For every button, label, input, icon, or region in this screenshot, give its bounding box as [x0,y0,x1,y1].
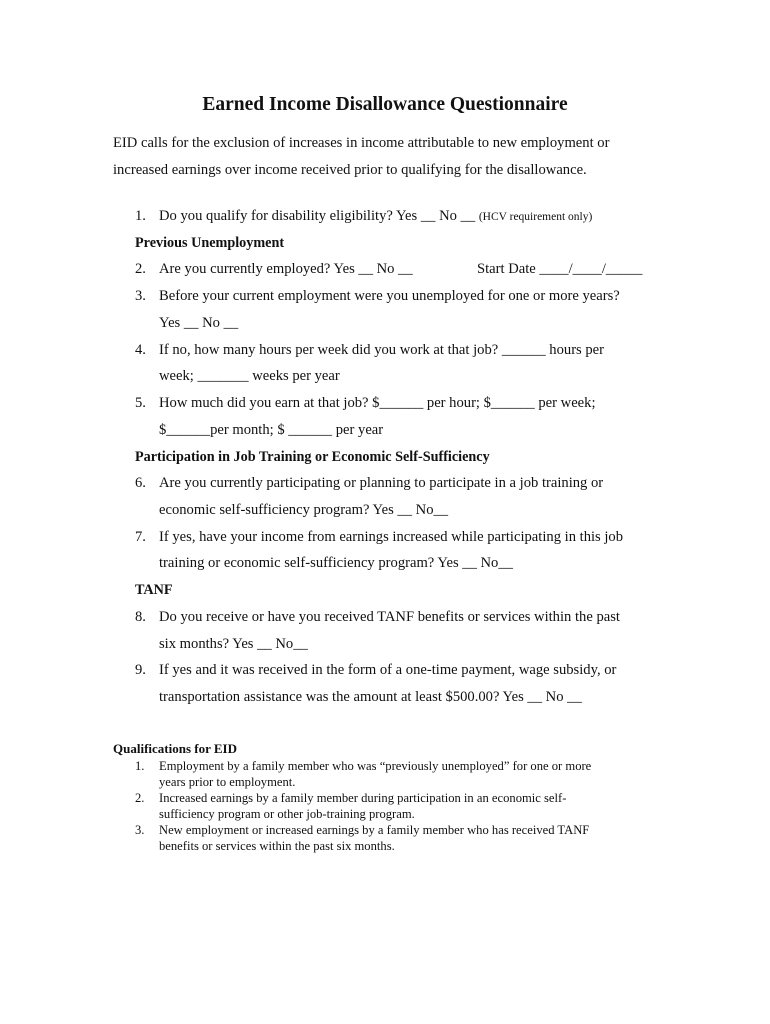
document-title: Earned Income Disallowance Questionnaire [202,94,568,115]
question-2-start-date: Start Date ____/____/_____ [477,261,643,277]
question-6-text-line-1: Are you currently participating or planning to participate in a job training or [159,475,604,491]
section-heading-previous-unemployment: Previous Unemployment [135,235,285,251]
question-4-text-line-1: If no, how many hours per week did you work at that job? ______ hours per [159,342,605,358]
question-6-number: 6. [135,475,146,491]
question-9-number: 9. [135,662,146,678]
question-1-text: Do you qualify for disability eligibility? Yes __ No __ [159,208,479,224]
qualification-2-number: 2. [135,791,145,805]
question-8-text-line-1: Do you receive or have you received TANF benefits or services within the past [159,609,620,625]
question-3-text-line-2: Yes __ No __ [159,315,239,331]
qualification-2-line-2: sufficiency program or other job-training program. [159,807,415,821]
question-2-text: Are you currently employed? Yes __ No __ [159,261,413,277]
qualification-2-line-1: Increased earnings by a family member during participation in an economic self- [159,791,567,805]
question-3-number: 3. [135,288,146,304]
intro-line-2: increased earnings over income received prior to qualifying for the disallowance. [113,162,587,178]
question-5-text-line-2: $______per month; $ ______ per year [159,422,384,438]
question-8-text-line-2: six months? Yes __ No__ [159,636,308,652]
intro-paragraph [113,130,673,184]
question-7-number: 7. [135,529,146,545]
question-4-text-line-2: week; _______ weeks per year [159,368,340,384]
question-6-text-line-2: economic self-sufficiency program? Yes __ No__ [159,502,449,518]
qualification-1-number: 1. [135,759,145,773]
intro-line-1: EID calls for the exclusion of increases in income attributable to new employment or [113,135,610,151]
question-1-note: (HCV requirement only) [478,211,593,223]
section-heading-tanf: TANF [135,582,173,598]
question-5-number: 5. [135,395,146,411]
question-2-number: 2. [135,261,146,277]
question-1 [159,206,592,227]
qualification-1-line-1: Employment by a family member who was “previously unemployed” for one or more [159,759,592,773]
question-9-text-line-1: If yes and it was received in the form of a one-time payment, wage subsidy, or [159,662,617,678]
question-8-number: 8. [135,609,146,625]
question-1-number: 1. [135,208,146,224]
question-4-number: 4. [135,342,146,358]
question-5-text-line-1: How much did you earn at that job? $______ per hour; $______ per week; [159,395,596,411]
question-3-text-line-1: Before your current employment were you unemployed for one or more years? [159,288,620,304]
qualification-3-line-1: New employment or increased earnings by a family member who has received TANF [159,823,590,837]
section-heading-job-training: Participation in Job Training or Economic Self-Sufficiency [135,449,490,465]
qualifications-heading: Qualifications for EID [113,741,237,756]
question-7-text-line-2: training or economic self-sufficiency program? Yes __ No__ [159,555,513,571]
question-7-text-line-1: If yes, have your income from earnings increased while participating in this job [159,529,624,545]
qualification-1-line-2: years prior to employment. [159,775,296,789]
qualification-3-number: 3. [135,823,145,837]
question-9-text-line-2: transportation assistance was the amount at least $500.00? Yes __ No __ [159,689,582,705]
qualification-3-line-2: benefits or services within the past six months. [159,839,395,853]
